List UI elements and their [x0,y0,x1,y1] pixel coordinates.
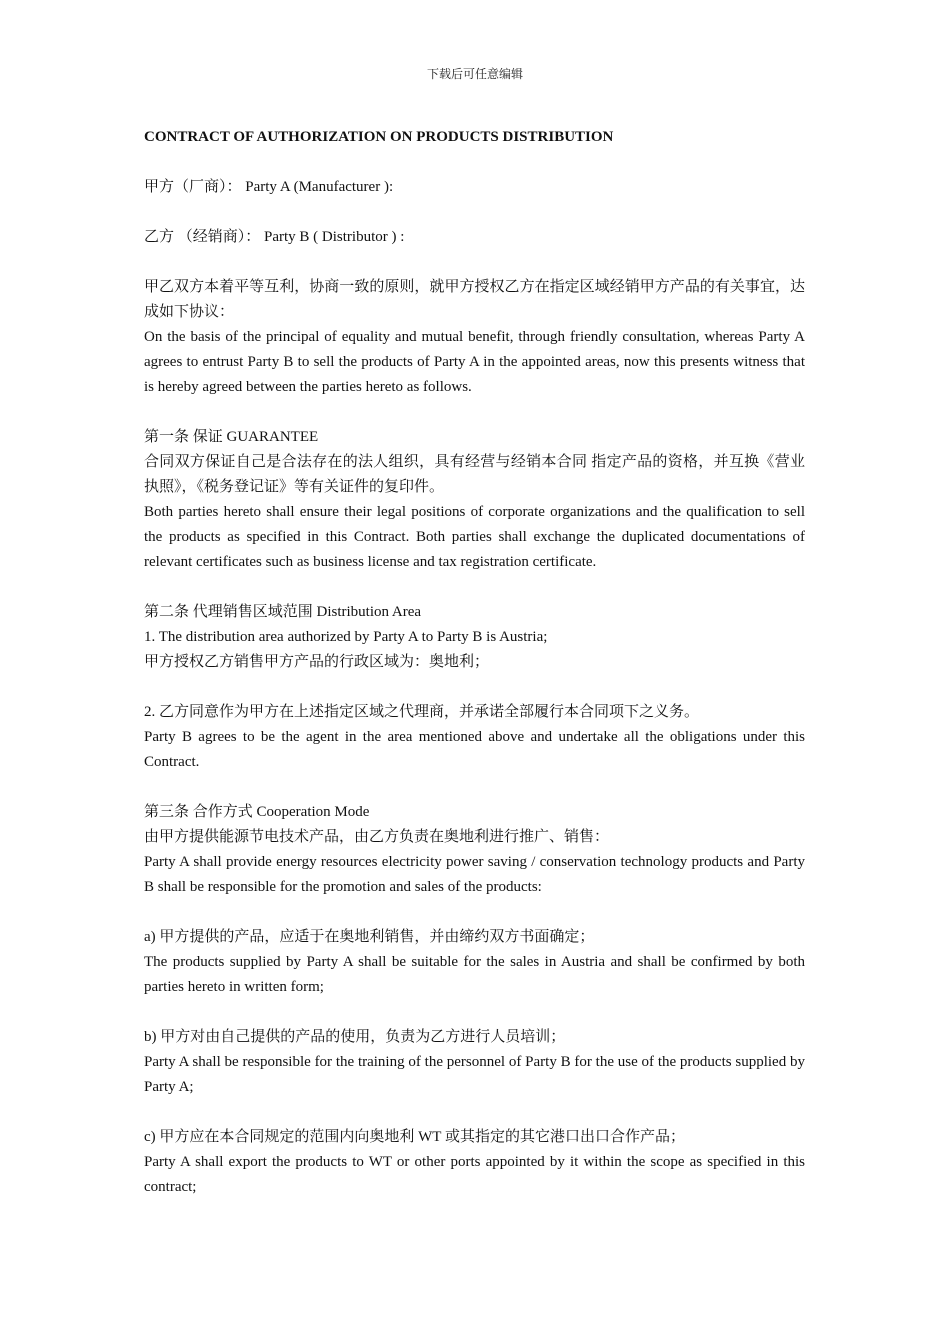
article-2-item-2-english: Party B agrees to be the agent in the area mentioned above and undertake all the obligations under this Contract. [144,729,805,770]
article-3-item-b-chinese: b) 甲方对由自己提供的产品的使用，负责为乙方进行人员培训； [144,1029,566,1045]
spacer [144,1000,805,1025]
article-2-heading: 第二条 代理销售区域范围 Distribution Area [144,604,422,620]
page-header: 下载后可任意编辑 [426,67,523,81]
article-3-item-a-english: The products supplied by Party A shall be suitable for the sales in Austria and shall be confirmed by both parties hereto in written form; [144,954,805,995]
spacer [144,250,805,275]
article-1-heading: 第一条 保证 GUARANTEE [144,429,319,445]
article-3-item-b-english: Party A shall be responsible for the training of the personnel of Party B for the use of the products supplied by Party A; [144,1054,805,1095]
article-3-item-c-chinese: c) 甲方应在本合同规定的范围内向奥地利 WT 或其指定的其它港口出口合作产品； [144,1129,685,1145]
article-2-item-1-chinese: 甲方授权乙方销售甲方产品的行政区域为：奥地利； [144,654,490,670]
spacer [144,200,805,225]
intro-chinese: 甲乙双方本着平等互利，协商一致的原则，就甲方授权乙方在指定区域经销甲方产品的有关事宜，达成如下协议： [144,279,805,320]
spacer [144,900,805,925]
intro-english: On the basis of the principal of equality and mutual benefit, through friendly consultation, whereas Party A agrees to entrust Party B to sell the products of Party A in the appointed areas, now this presents witness that is hereby agreed between the parties hereto as follows. [144,329,805,395]
spacer [144,400,805,425]
article-1-english: Both parties hereto shall ensure their legal positions of corporate organizations and the qualification to sell the products as specified in this Contract. Both parties shall exchange the duplicated documentations of relevant certificates such as business license and tax registration certificate. [144,504,805,570]
spacer [144,1100,805,1125]
article-2-item-1-english: 1. The distribution area authorized by Party A to Party B is Austria; [144,629,548,645]
party-a-line: 甲方（厂商）： Party A (Manufacturer ): [144,179,394,195]
spacer [144,675,805,700]
article-3-chinese: 由甲方提供能源节电技术产品，由乙方负责在奥地利进行推广、销售： [144,829,610,845]
document-body [144,125,805,1200]
document-title: CONTRACT OF AUTHORIZATION ON PRODUCTS DISTRIBUTION [144,129,614,145]
spacer [144,575,805,600]
article-3-item-a-chinese: a) 甲方提供的产品，应适于在奥地利销售，并由缔约双方书面确定； [144,929,595,945]
article-2-item-2-chinese: 2. 乙方同意作为甲方在上述指定区域之代理商，并承诺全部履行本合同项下之义务。 [144,704,700,720]
spacer [144,775,805,800]
article-3-english: Party A shall provide energy resources electricity power saving / conservation technology products and Party B shall be responsible for the promotion and sales of the products: [144,854,805,895]
article-3-heading: 第三条 合作方式 Cooperation Mode [144,804,370,820]
article-3-item-c-english: Party A shall export the products to WT or other ports appointed by it within the scope as specified in this contract; [144,1154,805,1195]
article-1-chinese: 合同双方保证自己是合法存在的法人组织，具有经营与经销本合同 指定产品的资格，并互换《营业执照》，《税务登记证》等有关证件的复印件。 [144,454,805,495]
spacer [144,150,805,175]
party-b-line: 乙方 （经销商）： Party B ( Distributor ) : [144,229,405,245]
